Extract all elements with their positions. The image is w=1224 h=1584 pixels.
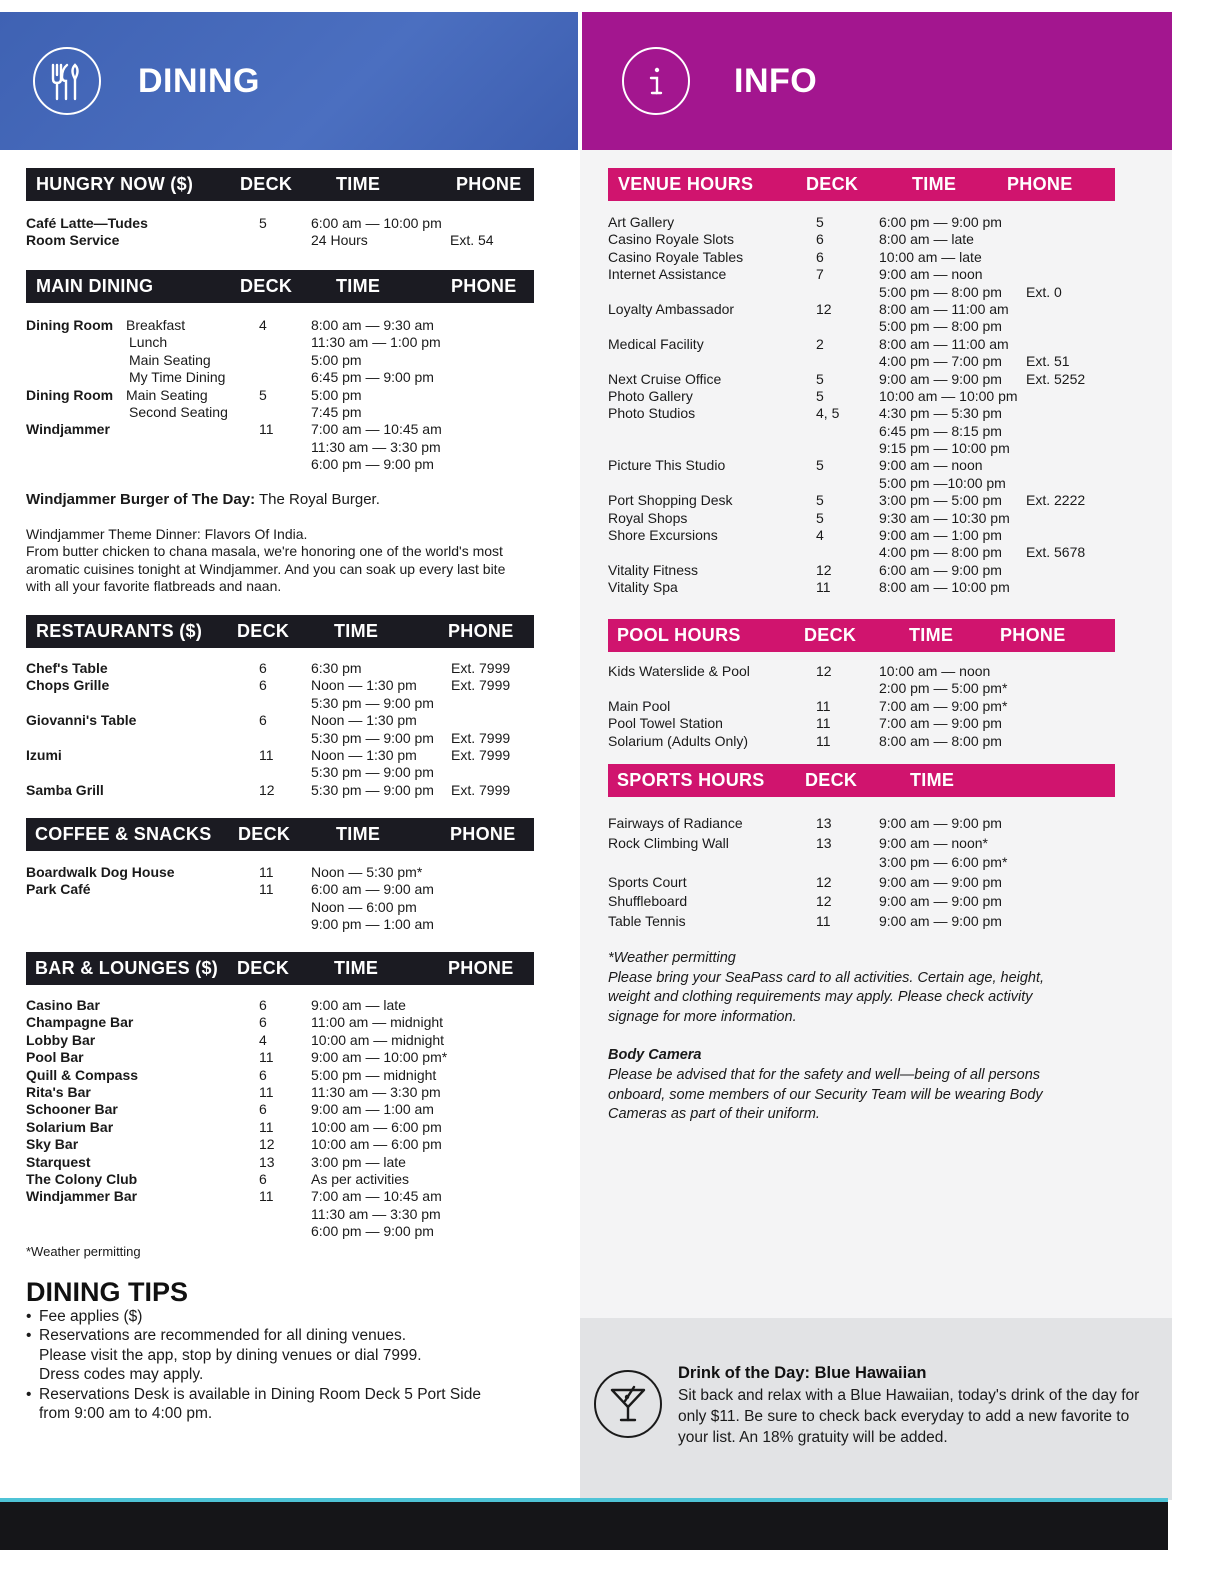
col-time: TIME	[336, 276, 381, 296]
col-phone: PHONE	[1007, 174, 1073, 194]
table-row: Casino Bar 6 9:00 am — late	[26, 997, 406, 1013]
table-row: Vitality Fitness 12 6:00 am — 9:00 pm	[608, 561, 1002, 578]
table-row: 5:30 pm — 9:00 pm	[311, 764, 434, 781]
col-phone: PHONE	[448, 958, 514, 978]
table-row: 6:45 pm — 8:15 pm	[879, 422, 1002, 439]
body-camera-text: Please be advised that for the safety and well—being of all persons onboard, some members of our Security Team will be wearing Body Cameras as part of their uniform.	[608, 1067, 1043, 1122]
col-phone: PHONE	[451, 276, 517, 296]
table-row: Chops Grille 6 Noon — 1:30 pm Ext. 7999	[26, 677, 511, 694]
venue-hours-header	[608, 168, 1115, 201]
bars-lounges-header	[26, 952, 534, 985]
table-row: 11:30 am — 3:30 pm	[311, 1205, 441, 1222]
col-phone: PHONE	[456, 174, 522, 194]
table-row: 5:30 pm — 9:00 pm	[311, 694, 434, 711]
burger-of-the-day: Windjammer Burger of The Day: The Royal Burger.	[26, 491, 380, 508]
footer-bar	[0, 1502, 1168, 1550]
list-item: • Reservations Desk is available in Dining Room Deck 5 Port Side	[26, 1385, 481, 1404]
table-row: Izumi 11 Noon — 1:30 pm Ext. 7999	[26, 746, 511, 763]
table-row: Lobby Bar 4 10:00 am — midnight	[26, 1031, 445, 1048]
pool-hours-header	[608, 619, 1115, 652]
drink-of-the-day-text: Sit back and relax with a Blue Hawaiian, today's drink of the day for only $11. Be sure to check back everyday to add a new favorite to your list. An 18% gratuity will be added.	[678, 1387, 1140, 1446]
col-deck: DECK	[805, 770, 858, 790]
table-row: Sky Bar 12 10:00 am — 6:00 pm	[26, 1136, 442, 1153]
table-row: Pool Bar 11 9:00 am — 10:00 pm*	[26, 1049, 448, 1066]
table-row: Lunch 11:30 am — 1:00 pm	[129, 334, 441, 351]
table-row: Sports Court 12 9:00 am — 9:00 pm	[608, 873, 1002, 890]
theme-dinner: Windjammer Theme Dinner: Flavors Of India. From butter chicken to chana masala, we're honoring one of the world's most aromatic cuisines tonight at Windjammer. And you can soak up every last bite with all your favorite flatbreads and naan.	[26, 526, 506, 595]
table-row: 3:00 pm — 6:00 pm*	[879, 854, 1008, 870]
table-row: Pool Towel Station 11 7:00 am — 9:00 pm	[608, 715, 1002, 732]
table-row: Table Tennis 11 9:00 am — 9:00 pm	[608, 912, 1002, 929]
table-row: Casino Royale Tables 6 10:00 am — late	[608, 248, 982, 265]
table-row: 9:00 pm — 1:00 am	[311, 916, 434, 933]
coffee-snacks-table	[26, 864, 534, 934]
col-phone: PHONE	[450, 824, 516, 844]
col-deck: DECK	[804, 625, 857, 645]
table-row: The Colony Club 6 As per activities	[26, 1170, 410, 1187]
table-row: Quill & Compass 6 5:00 pm — midnight	[26, 1066, 437, 1083]
dining-header	[0, 12, 578, 150]
col-time: TIME	[334, 958, 379, 978]
list-item-continuation: from 9:00 am to 4:00 pm.	[39, 1405, 213, 1423]
col-venue: HUNGRY NOW ($)	[36, 174, 194, 194]
col-deck: DECK	[238, 824, 291, 844]
table-row: 5:00 pm — 8:00 pm	[879, 318, 1002, 335]
table-row: Kids Waterslide & Pool 12 10:00 am — noon	[608, 663, 991, 679]
table-row: Shuffleboard 12 9:00 am — 9:00 pm	[608, 893, 1002, 909]
table-row: 9:15 pm — 10:00 pm	[879, 440, 1010, 457]
fork-knife-icon	[33, 47, 101, 115]
table-row: Rita's Bar 11 11:30 am — 3:30 pm	[26, 1083, 441, 1100]
main-dining-header	[26, 270, 534, 303]
table-row: Royal Shops 5 9:30 am — 10:30 pm	[608, 509, 1010, 526]
table-row: 6:00 pm — 9:00 pm	[311, 1223, 434, 1240]
table-row: Boardwalk Dog House 11 Noon — 5:30 pm*	[26, 864, 423, 880]
table-row: Art Gallery 5 6:00 pm — 9:00 pm	[608, 214, 1002, 230]
pool-hours-table	[608, 663, 1115, 750]
info-header	[582, 12, 1172, 150]
table-row: Next Cruise Office 5 9:00 am — 9:00 pm Ext. 5252	[608, 370, 1086, 387]
cocktail-icon	[594, 1370, 662, 1438]
col-phone: PHONE	[448, 621, 514, 641]
table-row: Second Seating 7:45 pm	[129, 403, 362, 420]
col-time: TIME	[909, 625, 954, 645]
sports-hours-table	[608, 814, 1115, 931]
seapass-note: *Weather permitting Please bring your SeaPass card to all activities. Certain age, height, weight and clothing requirements may apply. Please check activity signage for more information.	[608, 950, 1045, 1025]
table-row: 4:00 pm — 8:00 pm Ext. 5678	[879, 544, 1086, 561]
table-row: Solarium (Adults Only) 11 8:00 am — 8:00 pm	[608, 732, 1002, 749]
table-row: Noon — 6:00 pm	[311, 898, 417, 915]
table-row: Schooner Bar 6 9:00 am — 1:00 am	[26, 1101, 434, 1118]
col-deck: DECK	[237, 621, 290, 641]
table-row: Dining Room Main Seating 5 5:00 pm	[26, 386, 362, 403]
table-row: 5:00 pm — 8:00 pm Ext. 0	[879, 283, 1062, 300]
table-row: Casino Royale Slots 6 8:00 am — late	[608, 231, 974, 248]
table-row: 11:30 am — 3:30 pm	[311, 438, 441, 455]
col-deck: DECK	[806, 174, 859, 194]
sports-hours-header	[608, 764, 1115, 797]
drink-of-the-day-title: Drink of the Day: Blue Hawaiian	[678, 1364, 927, 1382]
table-row: Windjammer Bar 11 7:00 am — 10:45 am	[26, 1188, 442, 1205]
weather-footnote: *Weather permitting	[26, 1244, 141, 1259]
list-item-continuation: Dress codes may apply.	[39, 1366, 204, 1384]
dining-tips-list	[26, 1307, 481, 1423]
table-row: 2:00 pm — 5:00 pm*	[879, 680, 1008, 697]
table-row: Vitality Spa 11 8:00 am — 10:00 pm	[608, 579, 1010, 596]
col-time: TIME	[336, 824, 381, 844]
table-row: My Time Dining 6:45 pm — 9:00 pm	[129, 369, 434, 386]
col-venue: VENUE HOURS	[618, 174, 754, 194]
table-row: Rock Climbing Wall 13 9:00 am — noon*	[608, 834, 988, 851]
table-row: Solarium Bar 11 10:00 am — 6:00 pm	[26, 1118, 442, 1135]
table-row: 4:00 pm — 7:00 pm Ext. 51	[879, 353, 1070, 370]
col-deck: DECK	[240, 276, 293, 296]
dining-tips-title: DINING TIPS	[26, 1277, 189, 1307]
col-venue: MAIN DINING	[36, 276, 154, 296]
dining-title: DINING	[138, 61, 260, 100]
col-venue: BAR & LOUNGES ($)	[35, 958, 219, 978]
coffee-snacks-header	[26, 818, 534, 851]
hungry-now-header	[26, 168, 534, 201]
info-icon	[622, 47, 690, 115]
table-row: Port Shopping Desk 5 3:00 pm — 5:00 pm Ext. 2222	[608, 492, 1086, 509]
list-item: • Fee applies ($)	[26, 1307, 481, 1326]
table-row: Samba Grill 12 5:30 pm — 9:00 pm Ext. 7999	[26, 781, 511, 798]
list-item-continuation: Please visit the app, stop by dining venues or dial 7999.	[39, 1346, 422, 1364]
col-venue: POOL HOURS	[617, 625, 741, 645]
table-row: Picture This Studio 5 9:00 am — noon	[608, 457, 983, 474]
restaurants-header	[26, 615, 534, 648]
list-item: • Reservations are recommended for all dining venues.	[26, 1326, 481, 1345]
table-row: 5:30 pm — 9:00 pm Ext. 7999	[311, 729, 511, 746]
table-row: Café Latte—Tudes 5 6:00 am — 10:00 pm	[26, 215, 442, 231]
table-row: Photo Studios 4, 5 4:30 pm — 5:30 pm	[608, 405, 1002, 422]
col-phone: PHONE	[1000, 625, 1066, 645]
table-row: Medical Facility 2 8:00 am — 11:00 am	[608, 335, 1009, 352]
table-row: Room Service 24 Hours Ext. 54	[26, 232, 494, 249]
body-camera-title: Body Camera	[608, 1047, 702, 1063]
table-row: Champagne Bar 6 11:00 am — midnight	[26, 1014, 444, 1031]
col-time: TIME	[334, 621, 379, 641]
table-row: Dining Room Breakfast 4 8:00 am — 9:30 am	[26, 317, 434, 333]
venue-hours-table	[608, 214, 1115, 597]
col-deck: DECK	[240, 174, 293, 194]
col-time: TIME	[912, 174, 957, 194]
table-row: Chef's Table 6 6:30 pm Ext. 7999	[26, 660, 511, 676]
table-row: Windjammer 11 7:00 am — 10:45 am	[26, 421, 442, 438]
main-dining-table	[26, 317, 534, 474]
restaurants-table	[26, 660, 534, 799]
col-time: TIME	[336, 174, 381, 194]
col-time: TIME	[910, 770, 955, 790]
table-row: 5:00 pm —10:00 pm	[879, 474, 1006, 491]
col-deck: DECK	[237, 958, 290, 978]
bars-lounges-table	[26, 997, 534, 1240]
table-row: Fairways of Radiance 13 9:00 am — 9:00 pm	[608, 815, 1002, 831]
table-row: Photo Gallery 5 10:00 am — 10:00 pm	[608, 387, 1018, 404]
col-venue: RESTAURANTS ($)	[36, 621, 203, 641]
table-row: Loyalty Ambassador 12 8:00 am — 11:00 am	[608, 300, 1009, 317]
table-row: Shore Excursions 4 9:00 am — 1:00 pm	[608, 527, 1002, 544]
info-title: INFO	[734, 61, 818, 100]
table-row: 6:00 pm — 9:00 pm	[311, 456, 434, 473]
table-row: Starquest 13 3:00 pm — late	[26, 1153, 406, 1170]
table-row: Park Café 11 6:00 am — 9:00 am	[26, 881, 434, 898]
table-row: Main Seating 5:00 pm	[129, 351, 362, 368]
table-row: Internet Assistance 7 9:00 am — noon	[608, 266, 983, 283]
col-venue: COFFEE & SNACKS	[35, 824, 212, 844]
col-venue: SPORTS HOURS	[617, 770, 765, 790]
hungry-now-table	[26, 215, 534, 250]
table-row: Main Pool 11 7:00 am — 9:00 pm*	[608, 697, 1008, 714]
table-row: Giovanni's Table 6 Noon — 1:30 pm	[26, 712, 417, 729]
